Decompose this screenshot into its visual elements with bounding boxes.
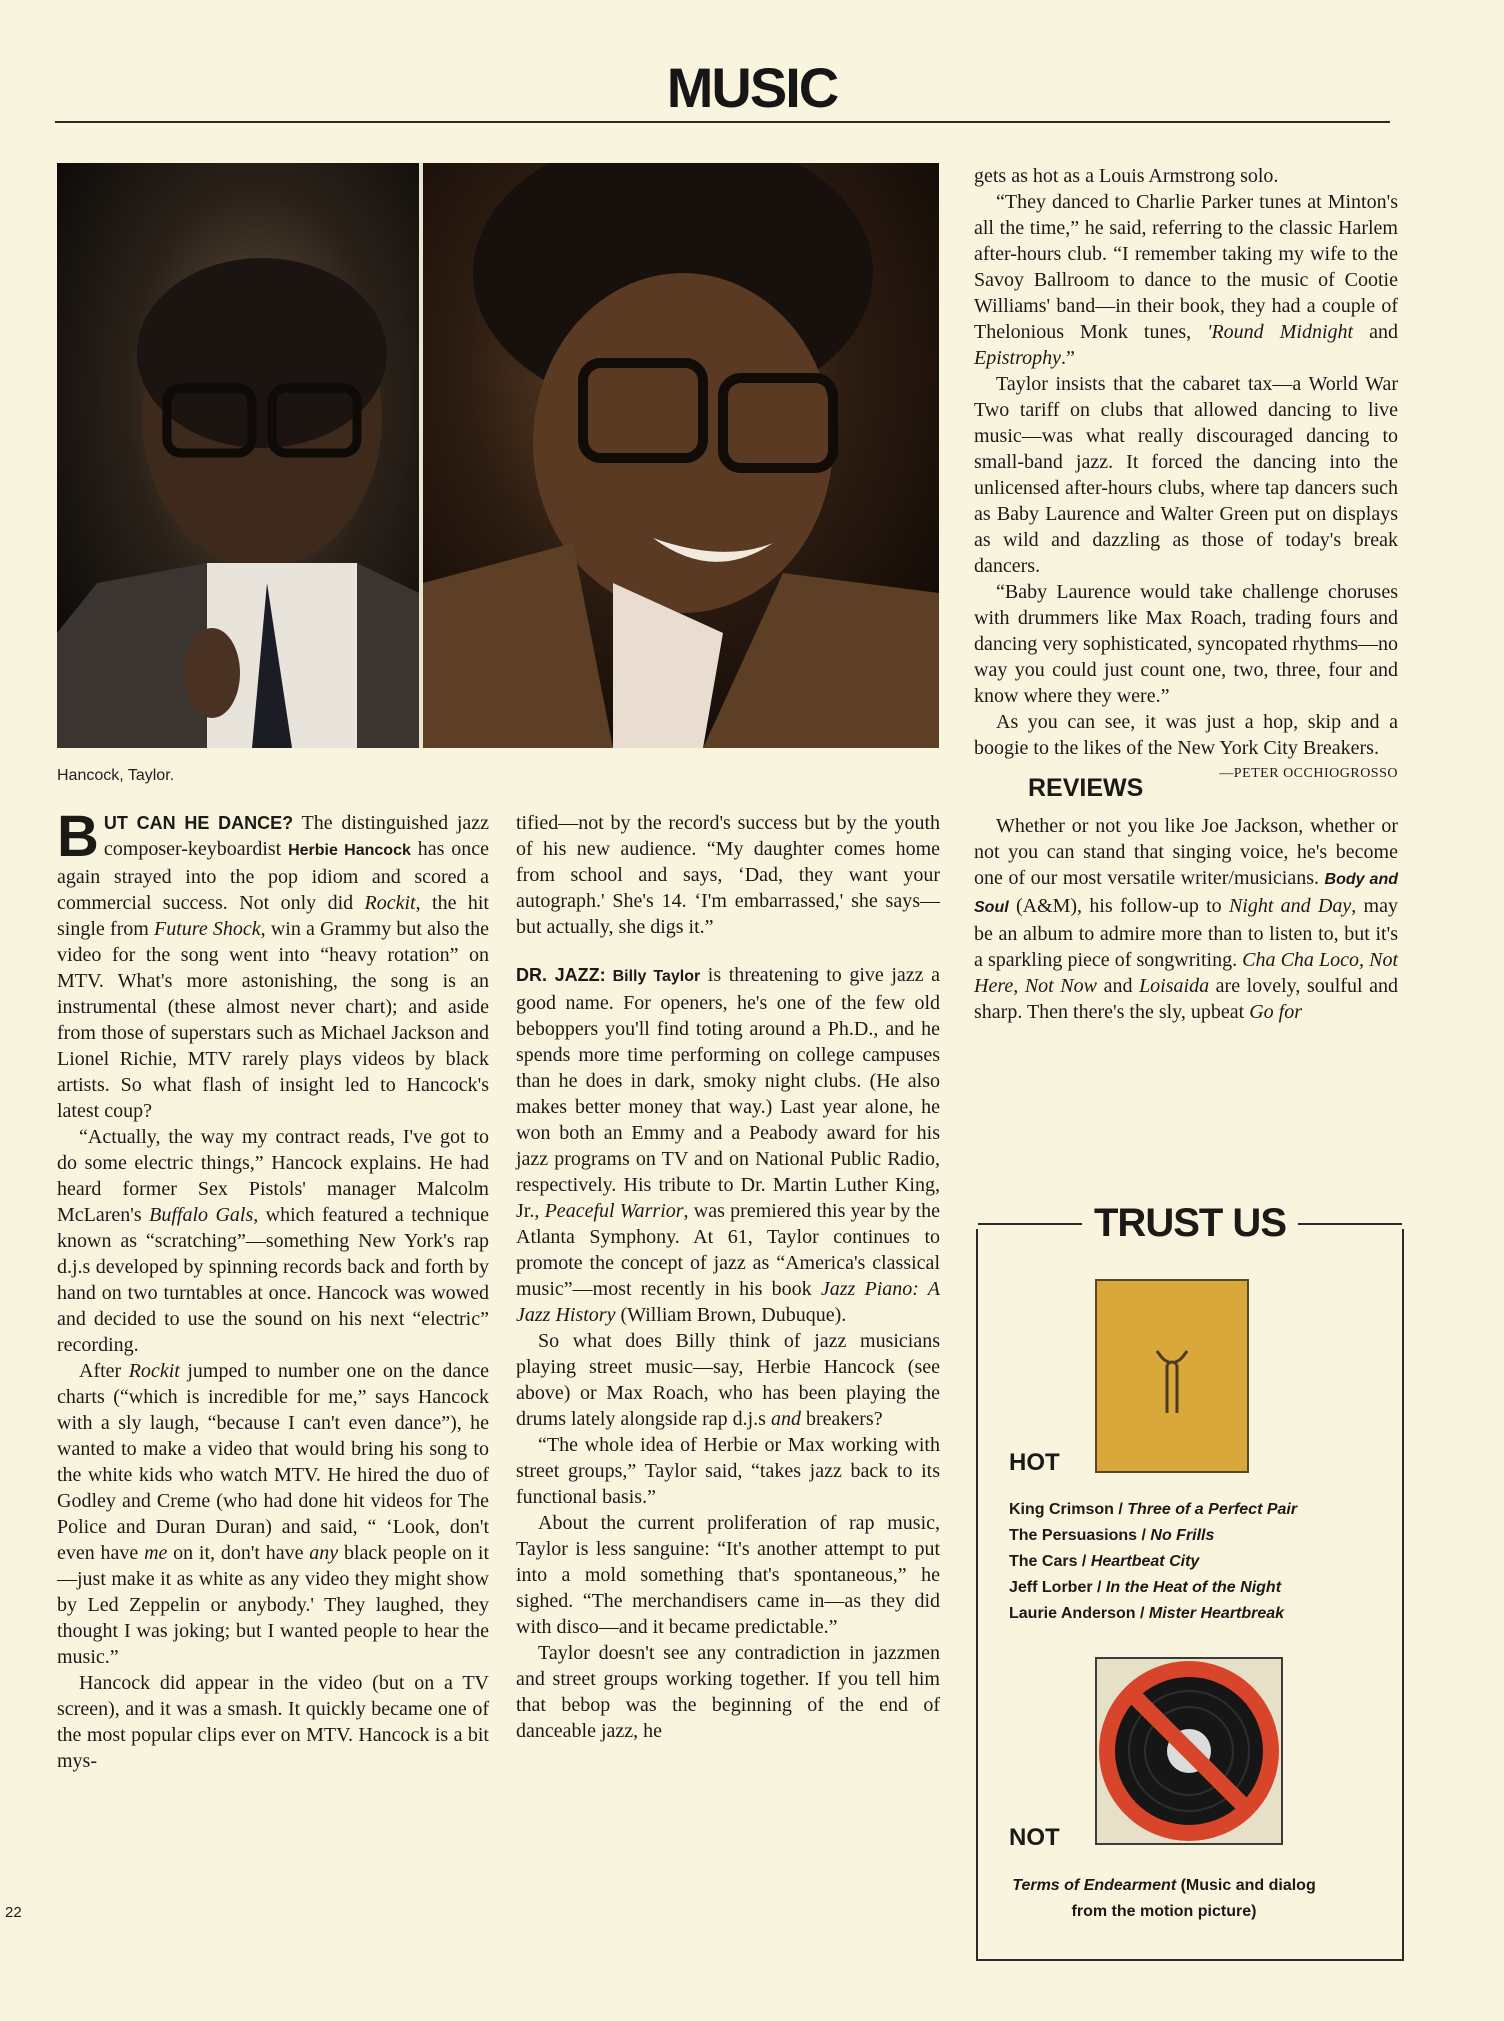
hancock-portrait [57,163,419,748]
text-run: and [1097,975,1140,997]
article-column-1 [57,804,490,1774]
hot-list-item [1009,1497,1389,1523]
text-run: (A&M), his follow-up to [1008,895,1229,917]
work-title: Peaceful Warrior [544,1200,684,1222]
emphasis: me [144,1542,168,1564]
text-run: , may be an album to admire more than to listen to, but it's a sparkling piece of songwriting. [974,895,1398,971]
text-run: “Actually, the way my contract reads, I've got to do some electric things,” Hancock explains. He had heard former Sex Pistols' manager Malcolm McLaren's [57,1126,489,1226]
song-title: Buffalo Gals [149,1204,254,1226]
article-column-2 [516,810,940,1744]
taylor-paragraph-8: Taylor insists that the cabaret tax—a World War Two tariff on clubs that allowed dancing to live music—was what really discouraged dancing to small-band jazz. It forced the dancing into the unlicensed after-hours clubs, where tap dancers such as Baby Laurence and Walter Green put on displays as wild and dazzling as those of today's break dancers. [974,373,1398,577]
hot-item-separator: / [1092,1579,1106,1596]
taylor-portrait-image [423,163,939,748]
taylor-portrait [423,163,939,748]
text-run: black people on it—just make it as white as any video they might show by Led Zeppelin or anybody.' They laughed, they thought I was joking; but I wanted people to hear the music.” [57,1542,490,1668]
hot-item-separator: / [1077,1553,1091,1570]
hot-item-title: Heartbeat City [1090,1553,1200,1570]
hot-item-title: No Frills [1150,1527,1215,1544]
text-run: on it, don't have [167,1542,310,1564]
photo-caption: Hancock, Taylor. [57,767,175,784]
hancock-paragraph-2 [57,1124,489,1358]
hot-list-item [1009,1523,1389,1549]
hancock-paragraph-4: Hancock did appear in the video (but on a TV screen), and it was a smash. It quickly became one of the most popular clips ever on MTV. Hancock is a bit mys- [57,1672,489,1772]
king-crimson-cover-art [1097,1281,1247,1471]
song-title: Rockit [128,1360,180,1382]
album-title: Night and Day [1228,895,1352,917]
hot-item-artist: Jeff Lorber [1009,1579,1093,1596]
trust-us-header [978,1201,1402,1246]
not-item-desc: (Music and dialog from the motion picture) [1071,1877,1316,1920]
hot-item-separator: / [1113,1501,1128,1518]
hancock-taylor-photo [57,163,939,748]
hot-label: HOT [1009,1449,1060,1476]
text-run: As you can see, it was just a hop, skip and a boogie to the likes of the New York City Breakers. [974,711,1398,759]
hancock-paragraph-1 [57,804,490,1124]
text-run: , the hit single from [57,892,489,940]
hot-item-title: Mister Heartbreak [1148,1605,1285,1622]
trust-us-rule-right [1298,1223,1402,1225]
song-title: 'Round Midnight [1207,321,1354,343]
text-run: has once again strayed into the pop idiom and scored a commercial success. Not only did [57,838,489,914]
hot-item-artist: The Persuasions [1009,1527,1138,1544]
taylor-paragraph-10 [974,709,1398,781]
song-title: Epistrophy [974,347,1062,369]
not-album-cover [1095,1657,1283,1845]
song-title: Loisaida [1139,975,1210,997]
hancock-paragraph-3 [57,1358,489,1670]
text-run: So what does Billy think of jazz musicians playing street music—say, Herbie Hancock (see above) or Max Roach, who has been playing the drums lately alongside rap d.j.s [516,1330,940,1430]
text-run: “They danced to Charlie Parker tunes at Minton's all the time,” he said, referring to the classic Harlem after-hours club. “I remember taking my wife to the Savoy Ballroom to dance to the music of Cootie Williams' band—in their book, they had a couple of Thelonious Monk tunes, [974,191,1398,343]
album-title: Future Shock [154,918,261,940]
text-run: jumped to number one on the dance charts (“which is incredible for me,” says Hancock with a sly laugh, “because I can't even dance”), he wanted to make a video that would bring his song to the white kids who watch MTV. He hired the duo of Godley and Creme (who had done hit videos for The Police and Duran Duran) and said, “ ‘Look, don't even have [57,1360,489,1564]
text-run: .” [1061,347,1075,369]
text-run: (William Brown, Dubuque). [615,1304,847,1326]
trust-us-box [976,1201,1404,1961]
hot-list-item [1009,1601,1389,1627]
section-title: MUSIC [666,56,838,119]
trust-us-title: TRUST US [1094,1201,1286,1245]
album-title: Body and Soul [974,871,1399,916]
text-run: and [1353,321,1398,343]
no-symbol-record-icon [1097,1659,1281,1843]
text-run: , was premiered this year by the Atlanta Symphony. At 61, Taylor continues to promote the concept of jazz as “America's classical music”—most recently in his book [516,1200,940,1300]
hot-list [1009,1497,1389,1627]
trust-us-rule-left [978,1223,1082,1225]
header-rule [55,121,1390,123]
hot-item-title: Three of a Perfect Pair [1127,1501,1298,1518]
taylor-paragraph-9: “Baby Laurence would take challenge choruses with drummers like Max Roach, trading fours and dancing very sophisticated, syncopated rhythms—no way you could just count one, two, three, four and know where they were.” [974,581,1398,707]
review-paragraph-1 [974,813,1398,1025]
hot-album-cover [1095,1279,1249,1473]
text-run: is threatening to give jazz a good name. For openers, he's one of the few old beboppers you'll find toting around a Ph.D., and he spends more time performing on college campuses than he does in dark, smoky night clubs. (He also makes better money that way.) Last year alone, he won both an Emmy and a Peabody award for his jazz programs on TV and on National Public Radio, respectively. His tribute to Dr. Martin Luther King, Jr., [516,964,941,1222]
text-run: , win a Grammy but also the video for the song went into “heavy rotation” on MTV. What's more astonishing, the song is an instrumental (these almost never chart); and aside from those of superstars such as Michael Jackson and Lionel Richie, MTV rarely plays videos by black artists. So what flash of insight led to Hancock's latest coup? [57,918,489,1122]
hancock-portrait-image [57,163,419,748]
hot-item-artist: King Crimson [1009,1501,1114,1518]
taylor-paragraph-3: “The whole idea of Herbie or Max working with street groups,” Taylor said, “takes jazz back to its functional basis.” [516,1434,940,1508]
hancock-paragraph-5: tified—not by the record's success but by the youth of his new audience. “My daughter comes home from school and says, ‘Dad, they want your autograph.' She's 14. ‘I'm embarrassed,' she says—but actually, she digs it.” [516,812,940,938]
artist-name: Herbie Hancock [288,842,411,859]
text-run: Whether or not you like Joe Jackson, whether or not you can stand that singing voice, he's become one of our most versatile writer/musicians. [974,815,1398,889]
taylor-paragraph-1 [516,962,940,1328]
byline: —PETER OCCHIOGROSSO [1219,766,1398,781]
not-label: NOT [1009,1824,1060,1851]
song-titles: Cha Cha Loco, Not Here, Not Now [974,949,1398,997]
hot-list-item [1009,1549,1389,1575]
text-run: are lovely, soulful and sharp. Then there's the sly, upbeat [974,975,1398,1023]
article-column-3 [974,163,1398,1025]
emphasis: and [770,1408,801,1430]
taylor-paragraph-2 [516,1328,940,1432]
hot-item-artist: Laurie Anderson [1009,1605,1136,1622]
hot-item-artist: The Cars [1009,1553,1078,1570]
song-title: Go for [1249,1001,1302,1023]
hot-item-separator: / [1135,1605,1149,1622]
book-title: Jazz Piano: A Jazz History [516,1278,940,1326]
hot-list-item [1009,1575,1389,1601]
page-number: 22 [5,1904,22,1921]
text-run: , which featured a technique known as “scratching”—something New York's rap d.j.s developed by spinning records back and forth by hand on two turntables at once. Hancock was wowed and decided to use the sound on his next “electric” recording. [57,1204,489,1356]
lead-head-dr-jazz: DR. JAZZ: [516,965,606,985]
emphasis: any [309,1542,339,1564]
taylor-paragraph-5: Taylor doesn't see any contradiction in jazzmen and street groups working together. If you tell him that bebop was the beginning of the end of danceable jazz, he [516,1642,940,1742]
taylor-paragraph-4: About the current proliferation of rap music, Taylor is less sanguine: “It's another attempt to put into a mold something that's spontaneous,” he sighed. “The merchandisers came in—as they did with disco—and it became predictable.” [516,1512,940,1638]
artist-name: Billy Taylor [605,968,701,985]
drop-cap: B [57,804,99,869]
text-run: breakers? [800,1408,883,1430]
hot-item-title: In the Heat of the Night [1105,1579,1282,1596]
taylor-paragraph-7 [974,189,1398,371]
text-run: The distinguished jazz composer-keyboardist [103,812,490,860]
reviews-heading: REVIEWS [1028,774,1144,802]
not-item-title: Terms of Endearment [1012,1877,1177,1894]
not-list-item [1009,1873,1319,1925]
text-run: After [79,1360,129,1382]
lead-head-hancock: UT CAN HE DANCE? [103,813,294,833]
song-title: Rockit [364,892,416,914]
taylor-paragraph-6: gets as hot as a Louis Armstrong solo. [974,165,1279,187]
hot-item-separator: / [1137,1527,1151,1544]
